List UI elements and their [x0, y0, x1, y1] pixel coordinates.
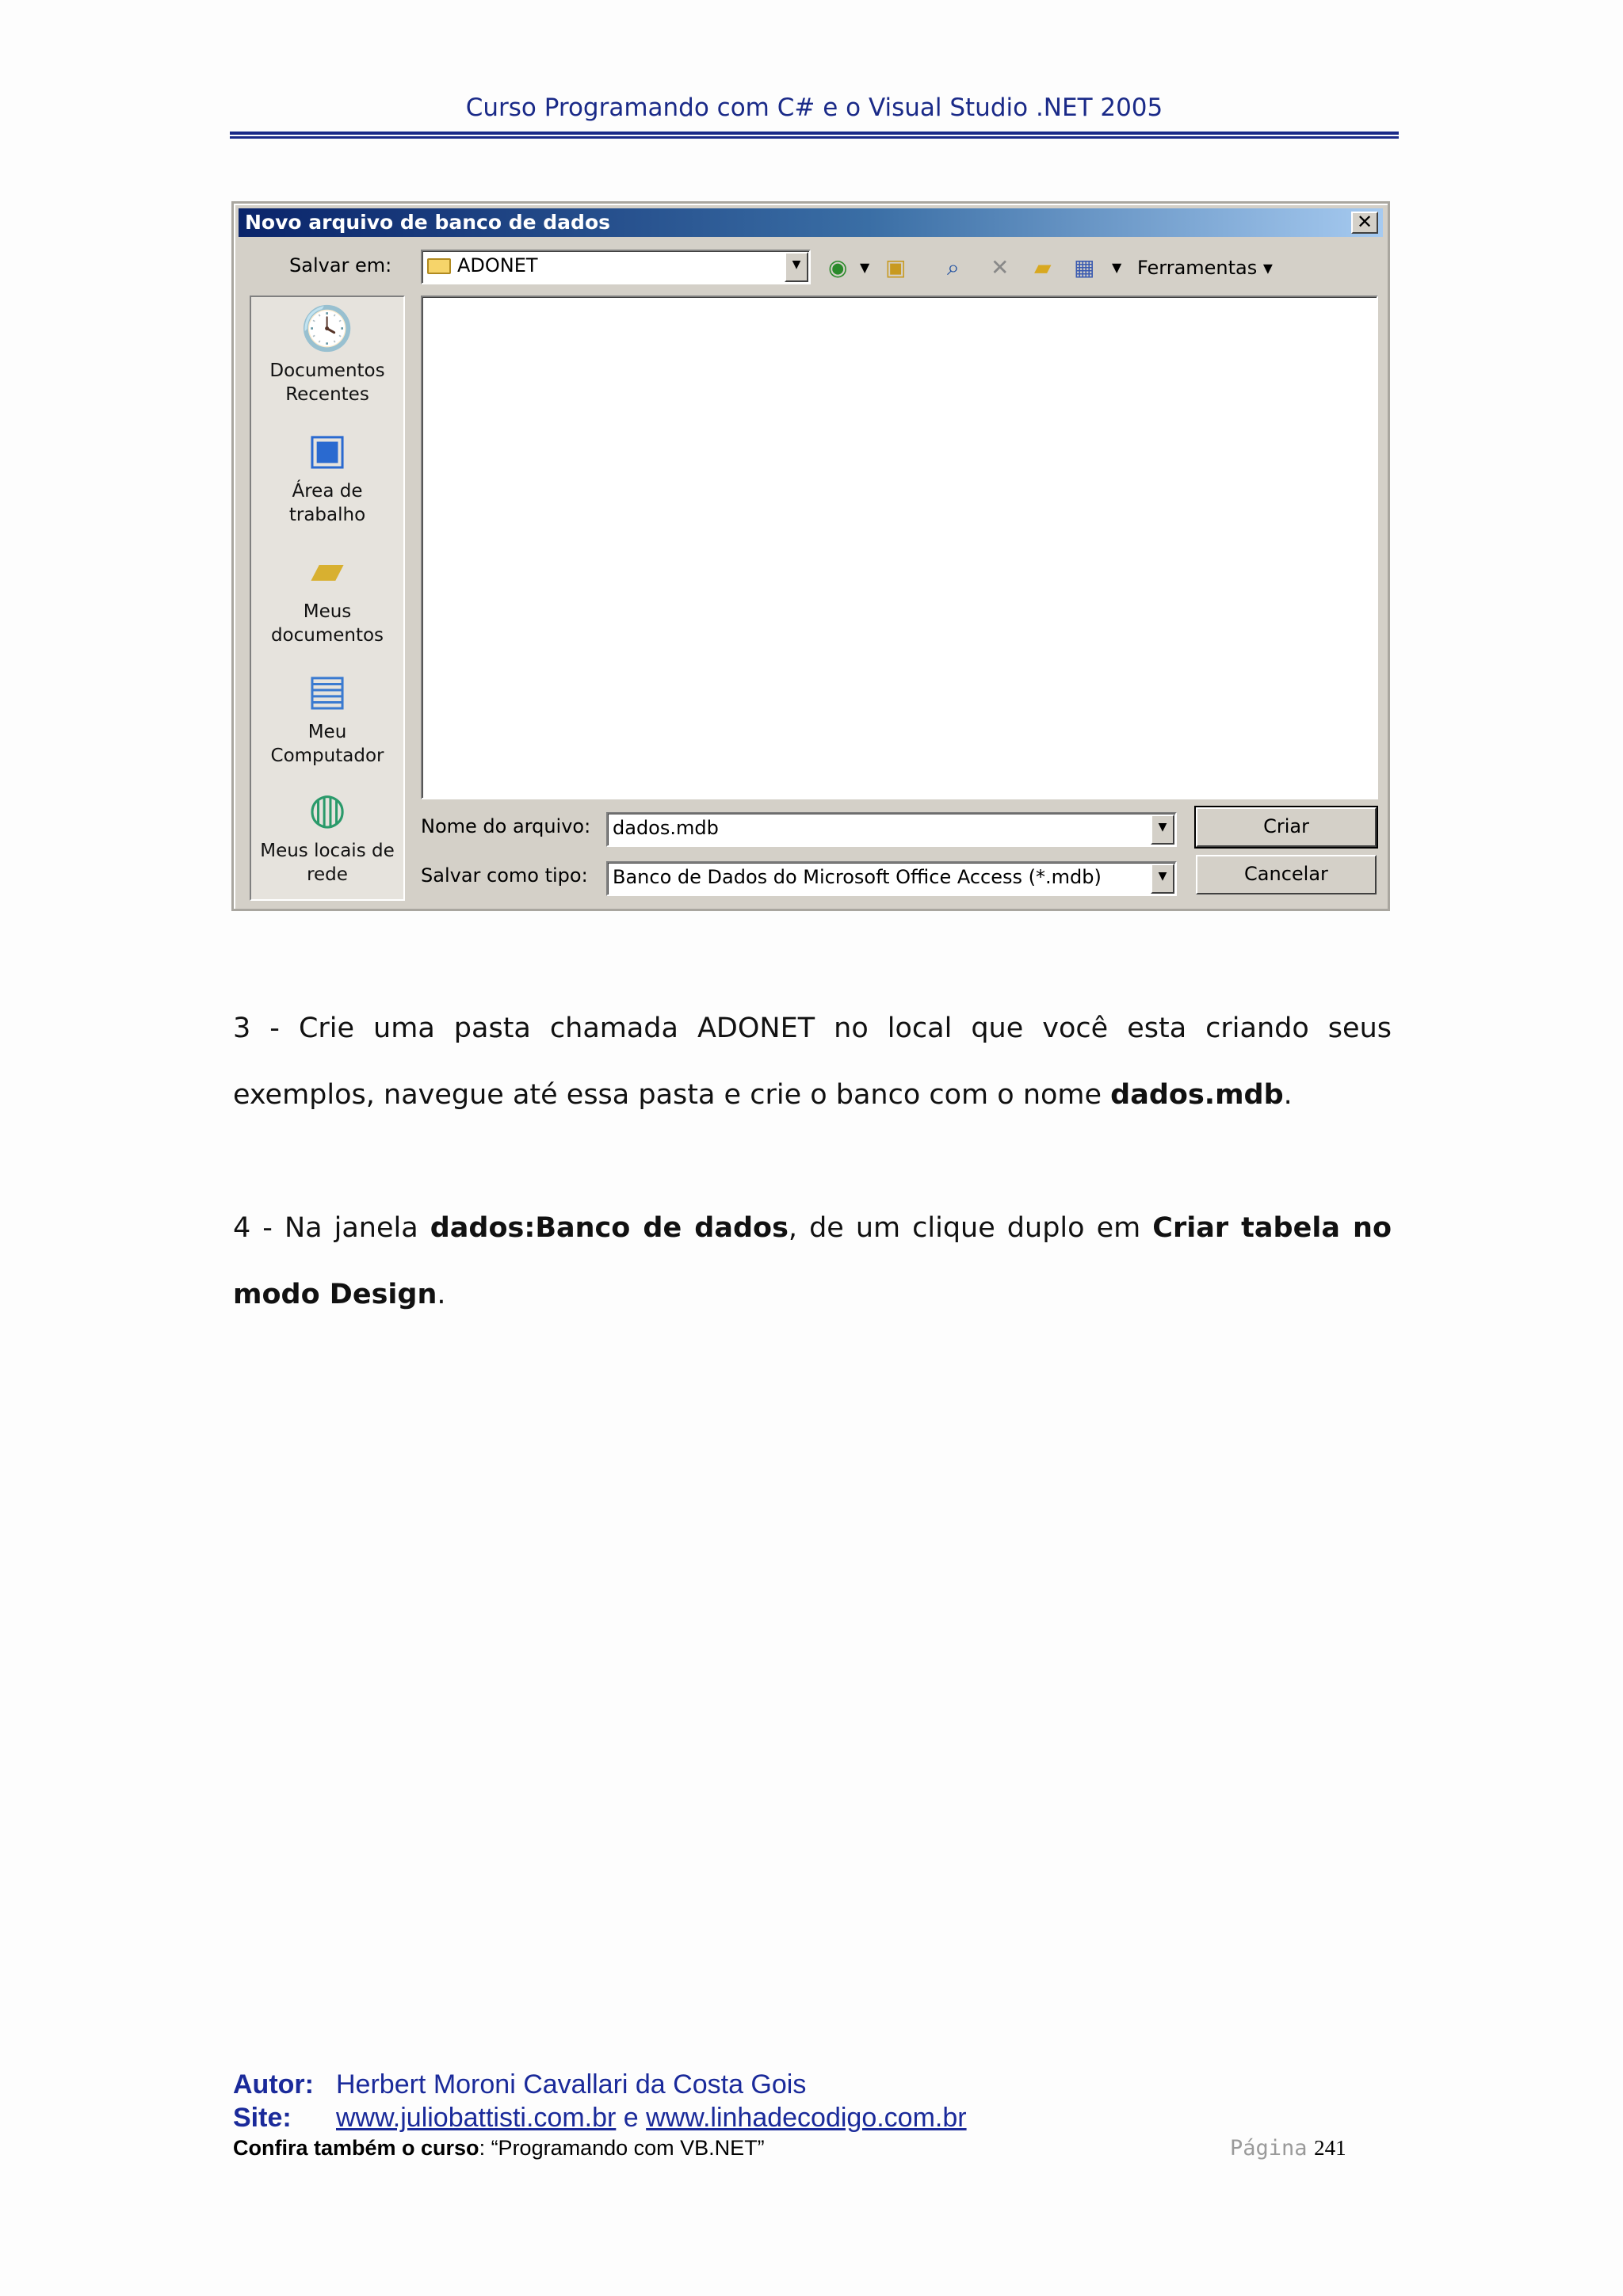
- back-dropdown-icon[interactable]: ▼: [860, 260, 870, 275]
- create-button[interactable]: Criar: [1196, 807, 1377, 847]
- author-label: Autor:: [233, 2069, 314, 2100]
- site-label: Site:: [233, 2103, 292, 2133]
- step-3-line-2: exemplos, navegue até essa pasta e crie o banco com o nome dados.mdb.: [233, 1079, 1293, 1111]
- window-name-emphasis: dados:Banco de dados: [430, 1212, 789, 1244]
- author-name: Herbert Moroni Cavallari da Costa Gois: [336, 2069, 807, 2100]
- paragraph-step-4: [233, 1195, 1392, 1328]
- my-documents-icon: ▰: [311, 544, 344, 594]
- new-database-dialog: [231, 201, 1390, 911]
- up-folder-icon[interactable]: ▣: [885, 254, 907, 280]
- views-dropdown-icon[interactable]: ▼: [1112, 260, 1122, 275]
- dialog-title: Novo arquivo de banco de dados: [245, 211, 610, 234]
- place-my-computer[interactable]: ▤ Meu Computador: [251, 665, 403, 768]
- step-4-line-2: modo Design.: [233, 1279, 446, 1310]
- cancel-button[interactable]: Cancelar: [1196, 855, 1377, 894]
- page-number: [1230, 2136, 1346, 2161]
- close-icon[interactable]: ✕: [1351, 212, 1378, 234]
- place-recent[interactable]: 🕓 Documentos Recentes: [251, 303, 403, 406]
- chevron-down-icon[interactable]: ▼: [1151, 814, 1174, 845]
- header-rule: [230, 132, 1399, 139]
- delete-icon[interactable]: ✕: [991, 254, 1010, 280]
- network-places-icon: ◍: [308, 784, 346, 833]
- step-3-line-1: 3 - Crie uma pasta chamada ADONET no local que você esta criando seus: [233, 1013, 1392, 1044]
- save-in-dropdown[interactable]: [421, 250, 811, 284]
- dialog-titlebar: [239, 208, 1383, 237]
- filename-input[interactable]: [606, 812, 1177, 847]
- save-type-label: Salvar como tipo:: [421, 864, 588, 887]
- places-bar: [250, 296, 405, 901]
- also-value: : “Programando com VB.NET”: [479, 2136, 765, 2160]
- action-emphasis: Criar tabela no: [1152, 1212, 1392, 1244]
- footer-site: Site: www.juliobattisti.com.br e www.linhadecodigo.com.br: [233, 2103, 967, 2133]
- site-link-2[interactable]: www.linhadecodigo.com.br: [646, 2103, 967, 2133]
- desktop-icon: ▣: [307, 424, 348, 474]
- paragraph-step-3: [233, 995, 1392, 1128]
- my-computer-icon: ▤: [307, 665, 348, 715]
- search-web-icon[interactable]: ⌕: [947, 254, 960, 280]
- views-icon[interactable]: ▦: [1074, 254, 1095, 280]
- filename-label: Nome do arquivo:: [421, 815, 591, 837]
- save-type-dropdown[interactable]: [606, 861, 1177, 896]
- place-network[interactable]: ◍ Meus locais de rede: [251, 784, 403, 887]
- place-my-documents[interactable]: ▰ Meus documentos: [251, 544, 403, 647]
- file-list[interactable]: [421, 296, 1378, 799]
- folder-icon: [427, 258, 451, 274]
- recent-documents-icon: 🕓: [300, 303, 354, 353]
- place-desktop[interactable]: ▣ Área de trabalho: [251, 424, 403, 527]
- action-emphasis-cont: modo Design: [233, 1279, 437, 1310]
- save-type-value: Banco de Dados do Microsoft Office Access (*.mdb): [613, 866, 1102, 888]
- step-4-line-1: 4 - Na janela dados:Banco de dados, de um clique duplo em Criar tabela no: [233, 1212, 1392, 1244]
- chevron-down-icon[interactable]: ▼: [1151, 864, 1174, 894]
- page-word: Página: [1230, 2136, 1308, 2161]
- page-header: Curso Programando com C# e o Visual Studio .NET 2005: [465, 93, 1163, 122]
- footer-author: [233, 2069, 806, 2100]
- site-link-1[interactable]: www.juliobattisti.com.br: [336, 2103, 617, 2133]
- save-in-label: Salvar em:: [289, 254, 392, 277]
- new-folder-icon[interactable]: ▰: [1034, 254, 1052, 280]
- save-in-value: ADONET: [457, 254, 538, 277]
- page-number-value: 241: [1314, 2136, 1346, 2160]
- filename-emphasis: dados.mdb: [1110, 1079, 1284, 1111]
- footer-also: [233, 2136, 765, 2161]
- also-label: Confira também o curso: [233, 2136, 479, 2160]
- back-icon[interactable]: ◉: [828, 254, 848, 280]
- chevron-down-icon[interactable]: ▼: [785, 252, 808, 282]
- filename-value: dados.mdb: [613, 817, 719, 839]
- tools-menu[interactable]: Ferramentas ▾: [1137, 257, 1273, 279]
